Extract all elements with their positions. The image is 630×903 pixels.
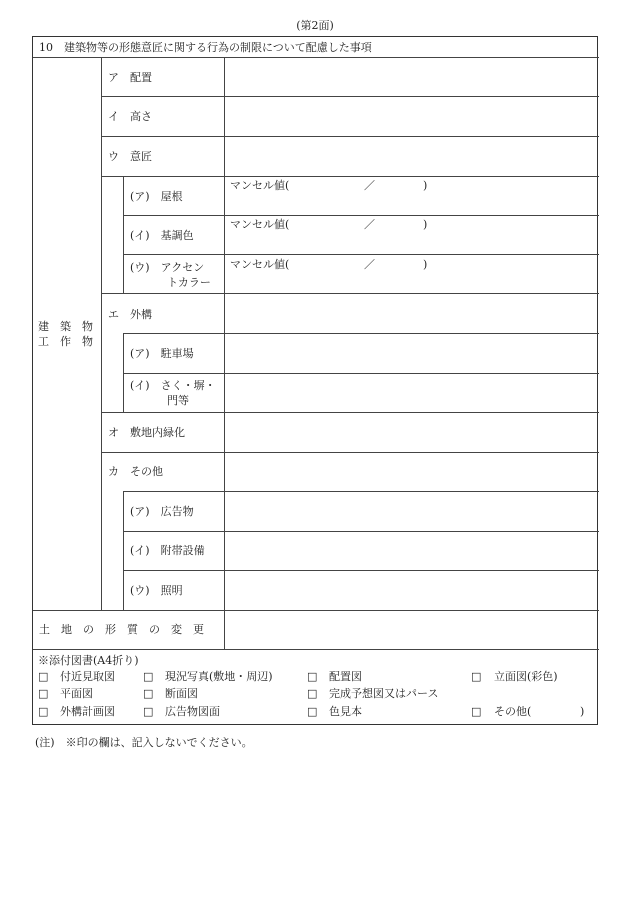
row-divider bbox=[123, 373, 599, 374]
checkbox[interactable] bbox=[143, 705, 153, 718]
row-divider bbox=[123, 531, 599, 532]
item-equipment: (イ) 附帯設備 bbox=[130, 544, 205, 557]
row-divider bbox=[123, 215, 599, 216]
item-parking: (ア) 駐車場 bbox=[130, 347, 194, 360]
group-label-structure: 工 作 物 bbox=[38, 335, 93, 348]
row-divider bbox=[101, 176, 599, 177]
checkbox[interactable] bbox=[307, 687, 317, 700]
col-divider bbox=[224, 57, 225, 649]
munsell-base-close: ) bbox=[423, 218, 428, 231]
checkbox[interactable] bbox=[307, 670, 317, 683]
item-accent-color-cont: トカラー bbox=[167, 276, 211, 289]
checkbox[interactable] bbox=[143, 687, 153, 700]
item-fence: (イ) さく・塀・ bbox=[130, 379, 216, 392]
attach-location-map: 付近見取図 bbox=[60, 670, 115, 683]
attach-other: その他( bbox=[494, 705, 532, 718]
item-roof: (ア) 屋根 bbox=[130, 190, 183, 203]
attach-color-sample: 色見本 bbox=[329, 705, 362, 718]
section-title: 10 建築物等の形態意匠に関する行為の制限について配慮した事項 bbox=[39, 41, 372, 54]
row-divider bbox=[101, 293, 599, 294]
row-divider bbox=[101, 96, 599, 97]
item-accent-color: (ウ) アクセン bbox=[130, 261, 205, 274]
item-height: イ 高さ bbox=[108, 110, 152, 123]
row-divider bbox=[123, 570, 599, 571]
item-base-color: (イ) 基調色 bbox=[130, 229, 194, 242]
checkbox[interactable] bbox=[38, 670, 48, 683]
group-label-building: 建 築 物 bbox=[38, 320, 93, 333]
checkbox[interactable] bbox=[38, 687, 48, 700]
row-divider bbox=[33, 649, 599, 650]
munsell-base-slash: ／ bbox=[364, 218, 375, 231]
header-divider bbox=[33, 57, 599, 58]
item-greening: オ 敷地内緑化 bbox=[108, 426, 185, 439]
checkbox[interactable] bbox=[38, 705, 48, 718]
form-table bbox=[32, 36, 598, 725]
row-divider bbox=[123, 333, 599, 334]
munsell-accent-label: マンセル値( bbox=[230, 258, 290, 271]
col-divider bbox=[101, 57, 102, 610]
land-change-label: 土 地 の 形 質 の 変 更 bbox=[39, 623, 204, 636]
attach-elevation: 立面図(彩色) bbox=[494, 670, 558, 683]
item-signage: (ア) 広告物 bbox=[130, 505, 194, 518]
row-divider bbox=[101, 452, 599, 453]
attach-site-photos: 現況写真(敷地・周辺) bbox=[165, 670, 273, 683]
munsell-roof-close: ) bbox=[423, 179, 428, 192]
munsell-accent-close: ) bbox=[423, 258, 428, 271]
munsell-base-label: マンセル値( bbox=[230, 218, 290, 231]
row-divider bbox=[101, 136, 599, 137]
attach-site-plan: 配置図 bbox=[329, 670, 362, 683]
row-divider bbox=[123, 254, 599, 255]
attach-sign-drawing: 広告物図面 bbox=[165, 705, 220, 718]
attach-exterior-plan: 外構計画図 bbox=[60, 705, 115, 718]
row-divider bbox=[33, 610, 599, 611]
attach-rendering: 完成予想図又はパース bbox=[329, 687, 439, 700]
page-number: (第2面) bbox=[296, 19, 334, 32]
attach-section: 断面図 bbox=[165, 687, 198, 700]
checkbox[interactable] bbox=[471, 705, 481, 718]
attachments-title: ※添付図書(A4折り) bbox=[38, 654, 139, 667]
munsell-accent-slash: ／ bbox=[364, 258, 375, 271]
row-divider bbox=[101, 412, 599, 413]
item-fence-cont: 門等 bbox=[167, 394, 189, 407]
checkbox[interactable] bbox=[307, 705, 317, 718]
munsell-roof-label: マンセル値( bbox=[230, 179, 290, 192]
col-divider bbox=[123, 333, 124, 412]
col-divider bbox=[123, 491, 124, 610]
attach-other-close: ) bbox=[580, 705, 585, 718]
item-lighting: (ウ) 照明 bbox=[130, 584, 183, 597]
item-other: カ その他 bbox=[108, 465, 163, 478]
checkbox[interactable] bbox=[471, 670, 481, 683]
row-divider bbox=[123, 491, 599, 492]
item-design: ウ 意匠 bbox=[108, 150, 152, 163]
item-exterior: エ 外構 bbox=[108, 308, 152, 321]
munsell-roof-slash: ／ bbox=[364, 179, 375, 192]
col-divider bbox=[123, 176, 124, 293]
attach-floor-plan: 平面図 bbox=[60, 687, 93, 700]
footnote: (注) ※印の欄は、記入しないでください。 bbox=[35, 736, 253, 749]
checkbox[interactable] bbox=[143, 670, 153, 683]
item-layout: ア 配置 bbox=[108, 71, 152, 84]
